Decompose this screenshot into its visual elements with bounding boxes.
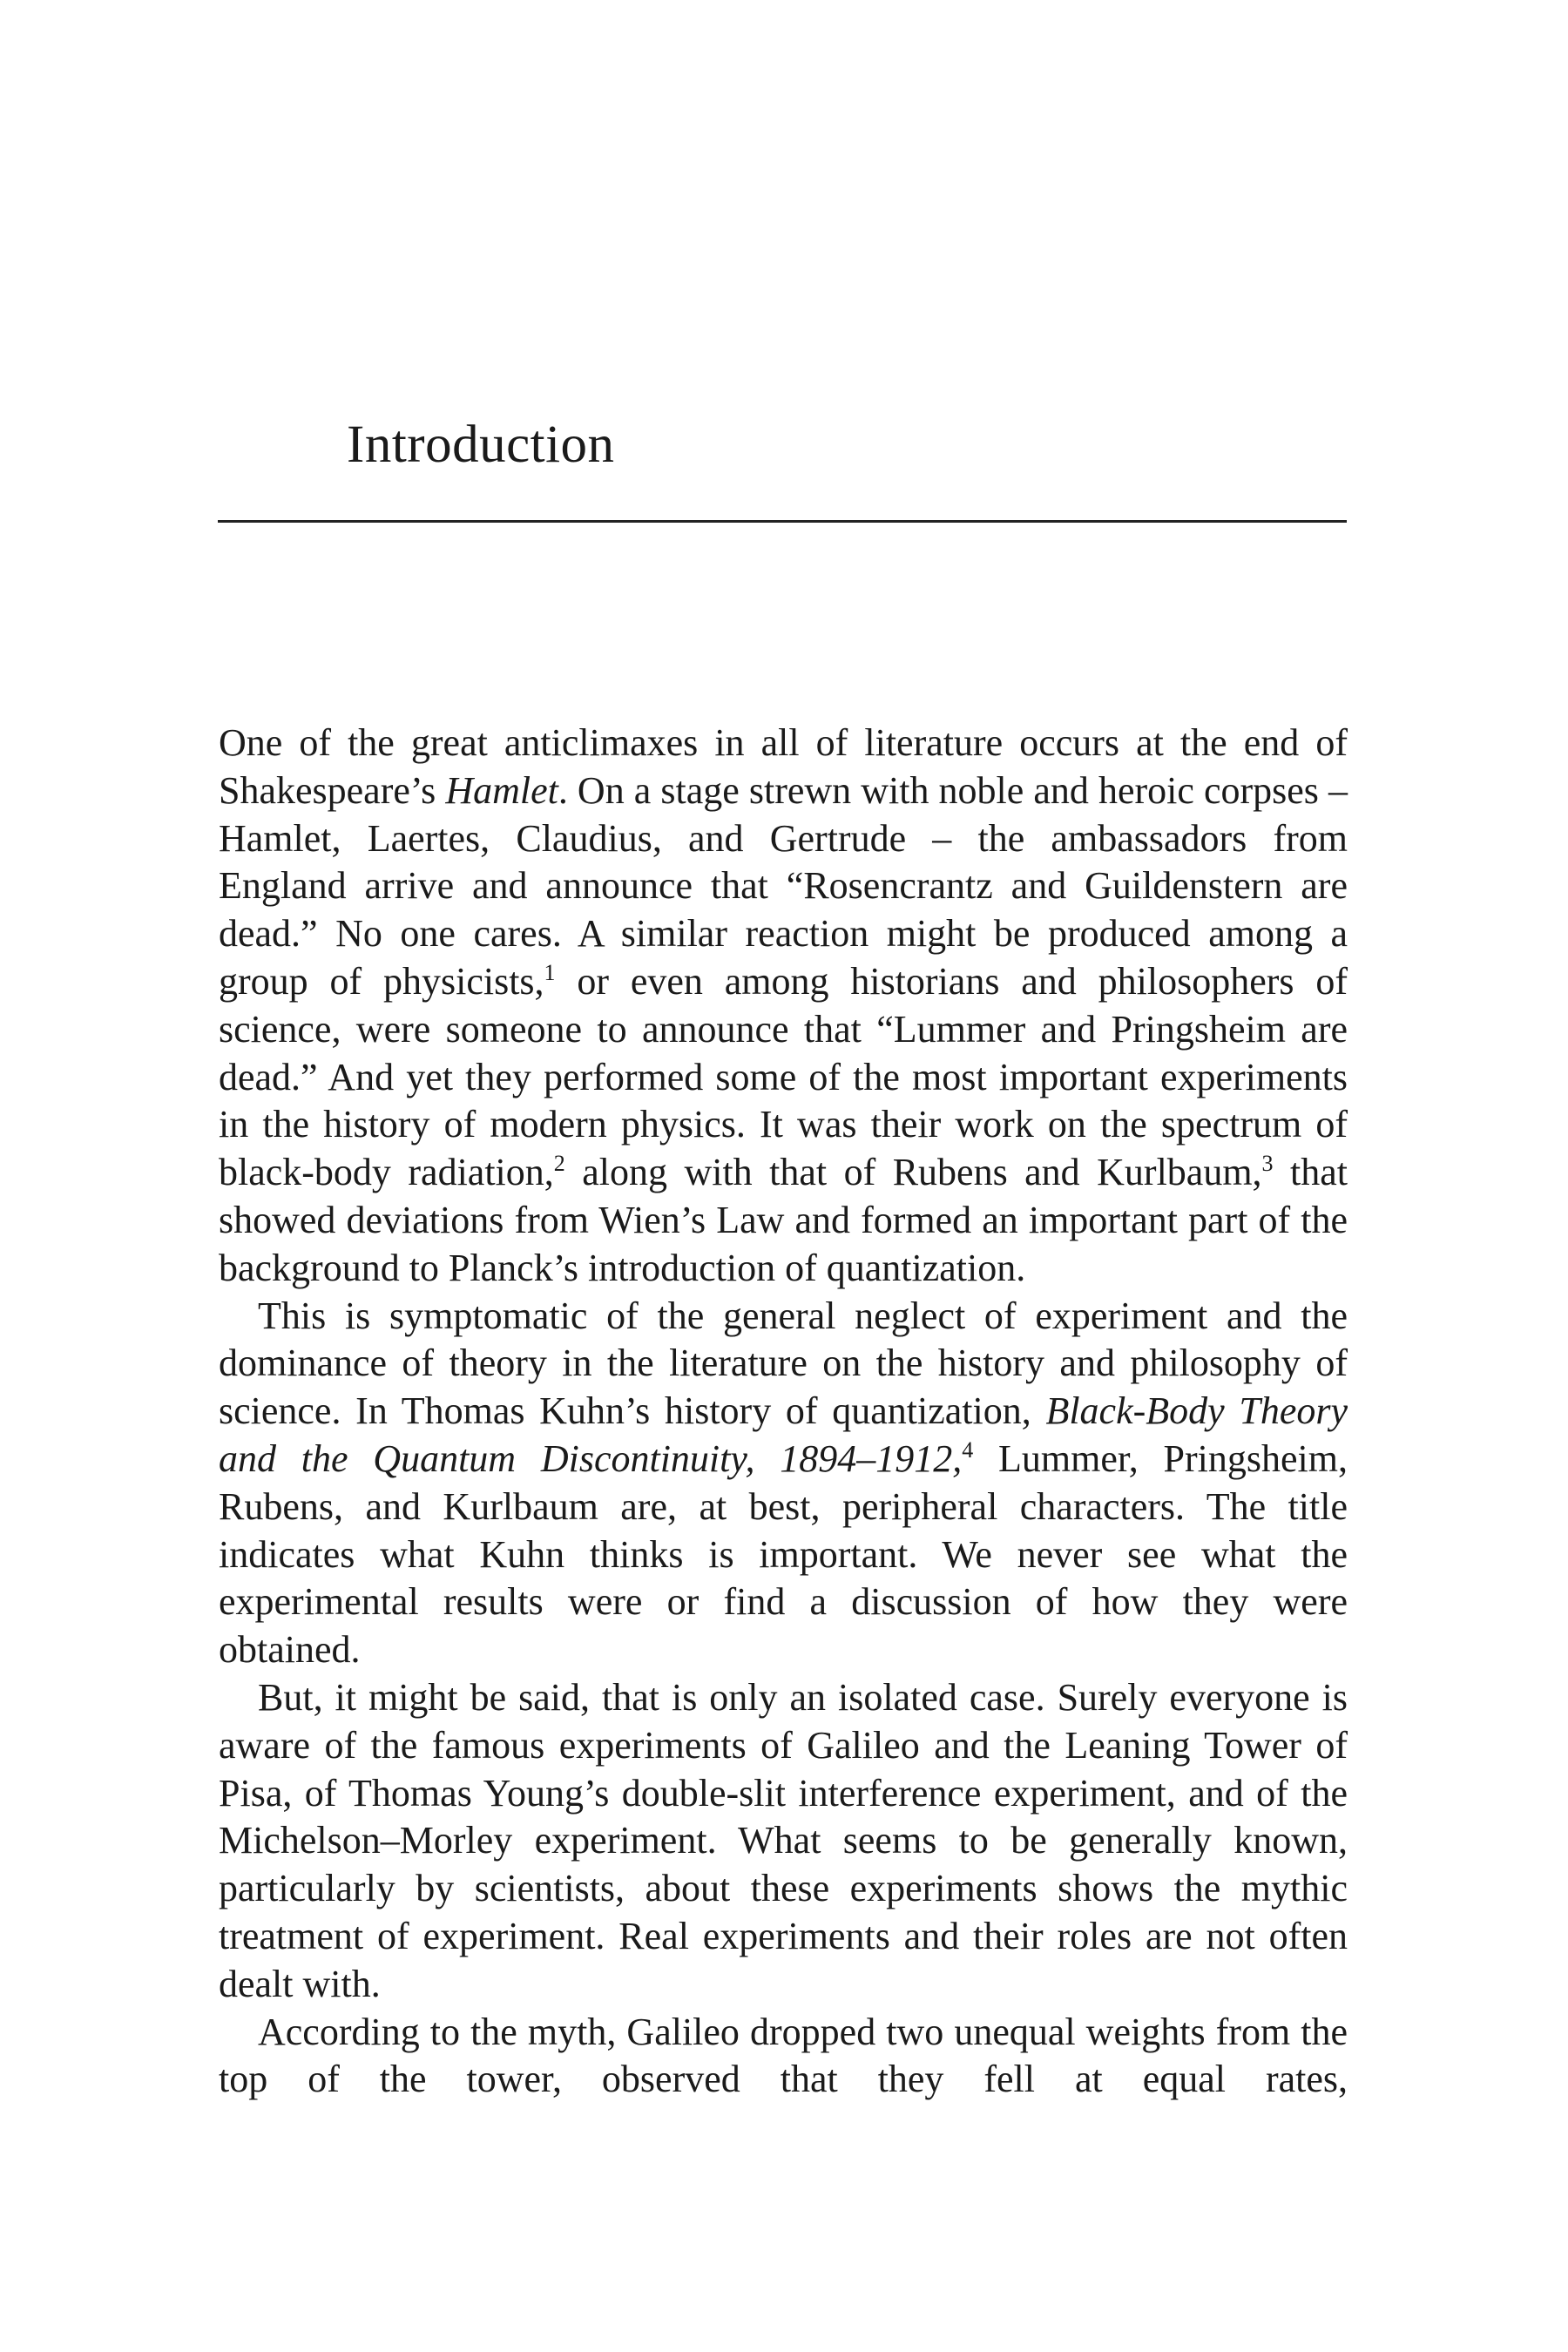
paragraph-3 (219, 1674, 1348, 2009)
paragraph-1-text-c: or even among historians and philosophers of science, were someone to announce that “Lummer and Pringsheim are dead.” And yet they performed some of the most important experiments in the history of modern physics. It was their work on the spectrum of black-body radiation, (219, 959, 1348, 1194)
paragraph-2 (219, 1293, 1348, 1674)
kuhn-book-title: Black-Body Theory and the Quantum Discontinuity, 1894–1912, (219, 1389, 1348, 1480)
footnote-marker-3[interactable]: 3 (1261, 1151, 1274, 1177)
paragraph-4-text: According to the myth, Galileo dropped two unequal weights from the top of the tower, observed that they fell at equal rates, (219, 2010, 1348, 2101)
paragraph-2-text-b: Lummer, Pringsheim, Rubens, and Kurlbaum are, at best, peripheral characters. The title indicates what Kuhn thinks is important. We never see what the experimental results were or find a discussion of how they were obtained. (219, 1436, 1348, 1672)
chapter-title: Introduction (347, 416, 615, 474)
paragraph-4 (219, 2009, 1348, 2105)
paragraph-1-text-d: along with that of Rubens and Kurlbaum, (564, 1151, 1262, 1194)
title-rule (218, 520, 1347, 523)
footnote-marker-4[interactable]: 4 (962, 1436, 974, 1463)
paragraph-3-text: But, it might be said, that is only an isolated case. Surely everyone is aware of the famous experiments of Galileo and the Leaning Tower of Pisa, of Thomas Young’s double-slit interference experiment, and of the Michelson–Morley experiment. What seems to be generally known, particularly by scientists, about these experiments shows the mythic treatment of experiment. Real experiments and their roles are not often dealt with. (219, 1675, 1348, 2005)
paragraph-1-text-b: . On a stage strewn with noble and heroic corpses – Hamlet, Laertes, Claudius, and Gertrude – the ambassadors from England arrive and announce that “Rosencrantz and Guildenstern are dead.” No one cares. A similar reaction might be produced among a group of physicists, (219, 768, 1348, 1003)
paragraph-1-text-e: that showed deviations from Wien’s Law and formed an important part of the background to Planck’s introduction of quantization. (219, 1151, 1348, 1289)
hamlet-title: Hamlet (445, 768, 558, 812)
paragraph-1 (219, 720, 1348, 1293)
paragraph-2-text-a: This is symptomatic of the general neglect of experiment and the dominance of theory in the literature on the history and philosophy of science. In Thomas Kuhn’s history of quantization, (219, 1294, 1348, 1433)
body-text (219, 720, 1348, 2104)
paragraph-1-text-a: One of the great anticlimaxes in all of literature occurs at the end of Shakespeare’s (219, 721, 1348, 812)
footnote-marker-1[interactable]: 1 (544, 959, 556, 985)
footnote-marker-2[interactable]: 2 (553, 1151, 565, 1177)
